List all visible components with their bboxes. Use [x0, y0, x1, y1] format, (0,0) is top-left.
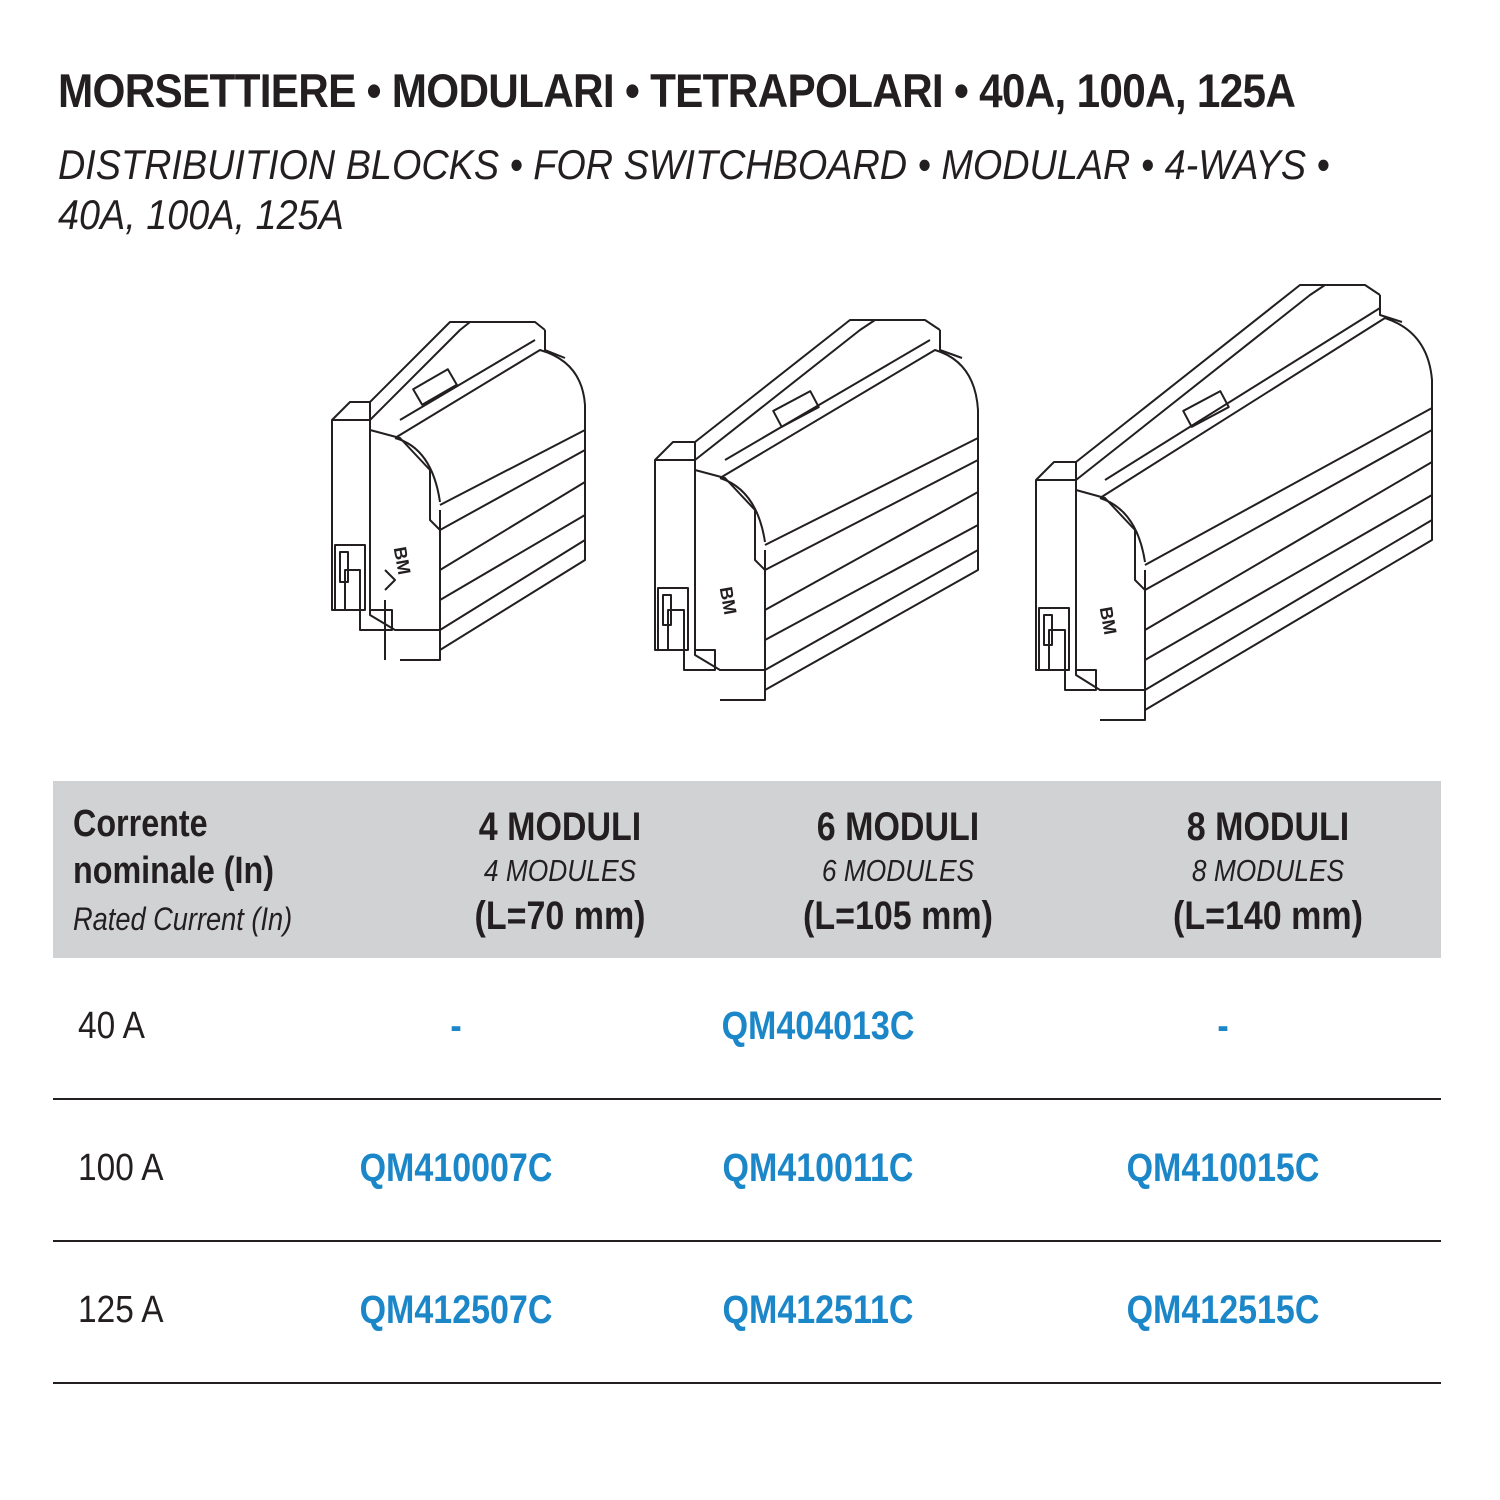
col-title: 6 MODULI: [816, 805, 980, 849]
header-current-line1: Corrente: [73, 803, 208, 845]
page-subtitle: DISTRIBUITION BLOCKS • FOR SWITCHBOARD • MODULAR • 4-WAYS • 40A, 100A, 125A: [58, 141, 1330, 238]
table-row: [53, 958, 1441, 1100]
header-current-line2: nominale (In): [73, 850, 274, 892]
product-drawings-svg: [0, 270, 1500, 770]
block-6-modules-drawing: [655, 320, 978, 700]
col-length: (L=105 mm): [803, 894, 993, 938]
product-code: QM412511C: [722, 1288, 914, 1332]
page-title: MORSETTIERE • MODULARI • TETRAPOLARI • 40A, 100A, 125A: [58, 64, 1296, 117]
header-col-6-modules: [728, 803, 1068, 941]
row-current: 40 A: [78, 1005, 145, 1047]
product-code: -: [450, 1004, 462, 1048]
table-row: [53, 1242, 1441, 1384]
svg-text:BM: BM: [1095, 605, 1121, 637]
title-block: [58, 62, 1458, 240]
table-row: [53, 1100, 1441, 1242]
product-code: QM410015C: [1126, 1146, 1320, 1190]
product-code: QM412515C: [1126, 1288, 1320, 1332]
col-title: 4 MODULI: [478, 805, 642, 849]
header-current-line3: Rated Current (In): [73, 901, 293, 937]
product-code: -: [1217, 1004, 1229, 1048]
col-subtitle: 4 MODULES: [483, 853, 637, 888]
table-header: [53, 781, 1441, 958]
product-illustrations: [0, 270, 1500, 770]
svg-text:BM: BM: [389, 545, 415, 577]
product-code: QM410007C: [359, 1146, 553, 1190]
row-current: 125 A: [78, 1289, 164, 1331]
col-length: (L=70 mm): [474, 894, 646, 938]
block-8-modules-drawing: [1036, 285, 1432, 720]
header-col-8-modules: [1098, 803, 1438, 941]
col-title: 8 MODULI: [1186, 805, 1350, 849]
header-current-cell: [73, 801, 331, 943]
svg-text:BM: BM: [715, 585, 741, 617]
col-subtitle: 8 MODULES: [1191, 853, 1345, 888]
block-4-modules-drawing: [332, 322, 585, 660]
col-length: (L=140 mm): [1173, 894, 1363, 938]
product-table: [53, 781, 1441, 1384]
product-code: QM404013C: [721, 1004, 915, 1048]
row-current: 100 A: [78, 1147, 164, 1189]
col-subtitle: 6 MODULES: [821, 853, 975, 888]
header-col-4-modules: [390, 803, 730, 941]
product-code: QM412507C: [359, 1288, 553, 1332]
product-code: QM410011C: [722, 1146, 914, 1190]
